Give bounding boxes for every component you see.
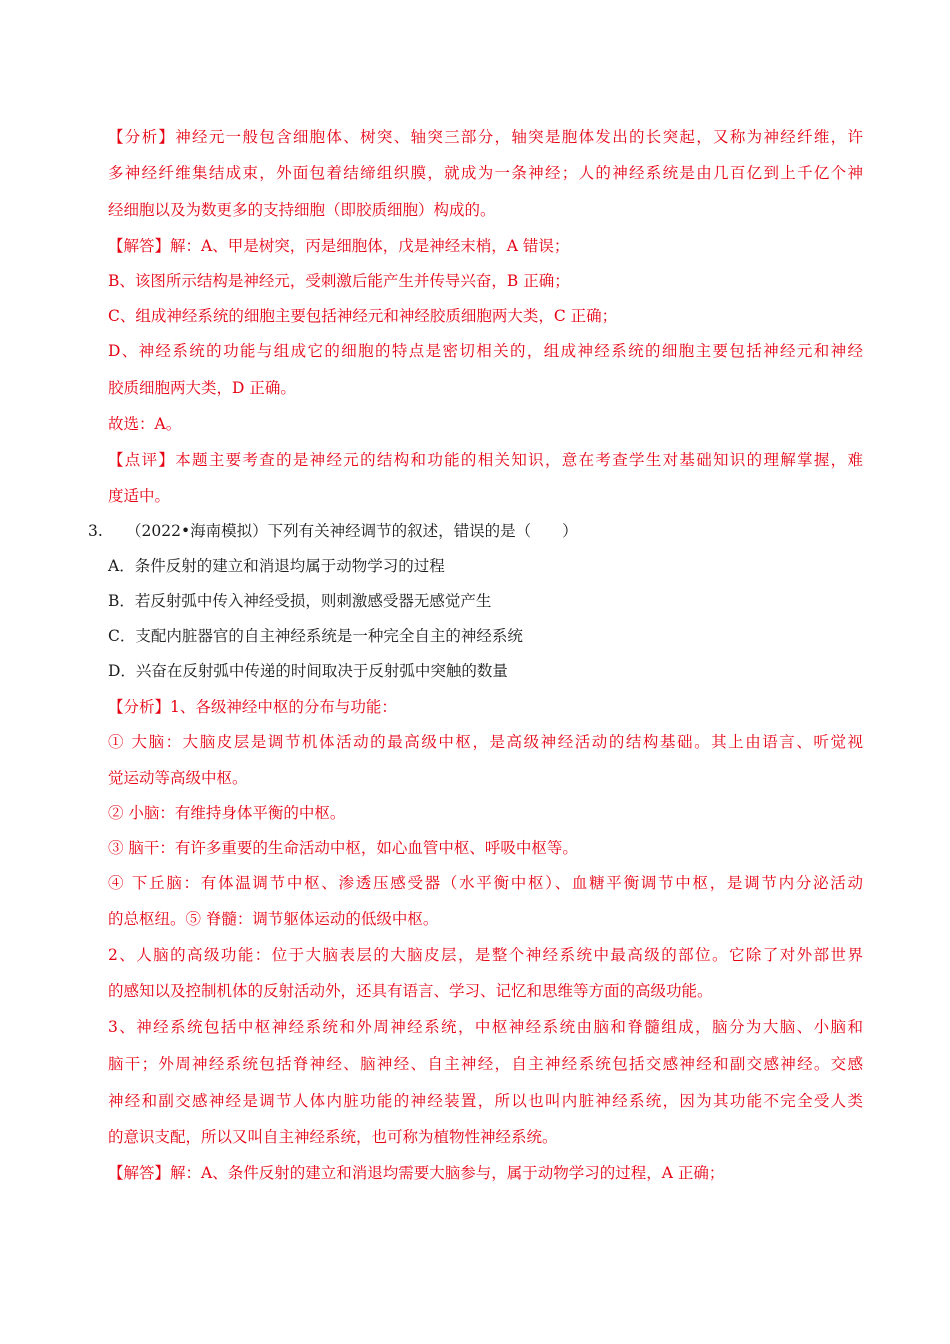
- q2-analysis-line-3: 经细胞以及为数更多的支持细胞（即胶质细胞）构成的。: [108, 201, 496, 219]
- q3-analysis-line-12: 神经和副交感神经是调节人体内脏功能的神经装置，所以也叫内脏神经系统，因为其功能不完全受人类: [108, 1092, 863, 1110]
- q2-answer-line-5: 胶质细胞两大类，D 正确。: [108, 379, 296, 397]
- q2-answer-line-2: B、该图所示结构是神经元，受刺激后能产生并传导兴奋，B 正确；: [108, 272, 570, 290]
- q3-analysis-line-9: 的感知以及控制机体的反射活动外，还具有语言、学习、记忆和思维等方面的高级功能。: [108, 982, 713, 1000]
- q2-answer-line-4: D、神经系统的功能与组成它的细胞的特点是密切相关的，组成神经系统的细胞主要包括神经元和神经: [108, 342, 863, 360]
- q2-comment-line-2: 度适中。: [108, 487, 171, 505]
- q2-analysis-line-2: 多神经纤维集结成束，外面包着结缔组织膜，就成为一条神经；人的神经系统是由几百亿到上千亿个神: [108, 164, 863, 182]
- q3-analysis-line-5: ③ 脑干：有许多重要的生命活动中枢，如心血管中枢、呼吸中枢等。: [108, 839, 578, 857]
- q3-analysis-line-10: 3、神经系统包括中枢神经系统和外周神经系统，中枢神经系统由脑和脊髓组成，脑分为大脑、小脑和: [108, 1018, 863, 1036]
- option-d: D．兴奋在反射弧中传递的时间取决于反射弧中突触的数量: [108, 662, 508, 680]
- q3-analysis-line-6: ④ 下丘脑：有体温调节中枢、渗透压感受器（水平衡中枢）、血糖平衡调节中枢，是调节内分泌活动: [108, 874, 863, 892]
- q3-analysis-line-13: 的意识支配，所以又叫自主神经系统，也可称为植物性神经系统。: [108, 1128, 558, 1146]
- option-b: B．若反射弧中传入神经受损，则刺激感受器无感觉产生: [108, 592, 492, 610]
- q2-answer-choice: 故选：A。: [108, 415, 182, 433]
- q2-analysis-line-1: 【分析】神经元一般包含细胞体、树突、轴突三部分，轴突是胞体发出的长突起，又称为神经纤维，许: [108, 128, 863, 146]
- option-a: A．条件反射的建立和消退均属于动物学习的过程: [108, 557, 445, 575]
- q2-comment-line-1: 【点评】本题主要考查的是神经元的结构和功能的相关知识，意在考查学生对基础知识的理解掌握，难: [108, 451, 863, 469]
- q2-answer-line-1: 【解答】解：A、甲是树突，丙是细胞体，戊是神经末梢，A 错误；: [108, 237, 570, 255]
- q3-analysis-line-1: 【分析】1、各级神经中枢的分布与功能：: [108, 698, 397, 716]
- q3-analysis-line-11: 脑干；外周神经系统包括脊神经、脑神经、自主神经，自主神经系统包括交感神经和副交感神经。交感: [108, 1055, 863, 1073]
- q3-answer-line-1: 【解答】解：A、条件反射的建立和消退均需要大脑参与，属于动物学习的过程，A 正确；: [108, 1164, 725, 1182]
- option-c: C．支配内脏器官的自主神经系统是一种完全自主的神经系统: [108, 627, 523, 645]
- q3-analysis-line-8: 2、人脑的高级功能：位于大脑表层的大脑皮层，是整个神经系统中最高级的部位。它除了对外部世界: [108, 946, 863, 964]
- q3-analysis-line-4: ② 小脑：有维持身体平衡的中枢。: [108, 804, 346, 822]
- question-stem: （2022•海南模拟）下列有关神经调节的叙述，错误的是（ ）: [126, 522, 578, 540]
- q3-analysis-line-3: 觉运动等高级中枢。: [108, 769, 248, 787]
- question-number: 3.: [88, 522, 103, 540]
- q2-answer-line-3: C、组成神经系统的细胞主要包括神经元和神经胶质细胞两大类，C 正确；: [108, 307, 618, 325]
- q3-analysis-line-7: 的总枢纽。⑤ 脊髓：调节躯体运动的低级中枢。: [108, 910, 439, 928]
- q3-analysis-line-2: ① 大脑：大脑皮层是调节机体活动的最高级中枢，是高级神经活动的结构基础。其上由语言、听觉视: [108, 733, 863, 751]
